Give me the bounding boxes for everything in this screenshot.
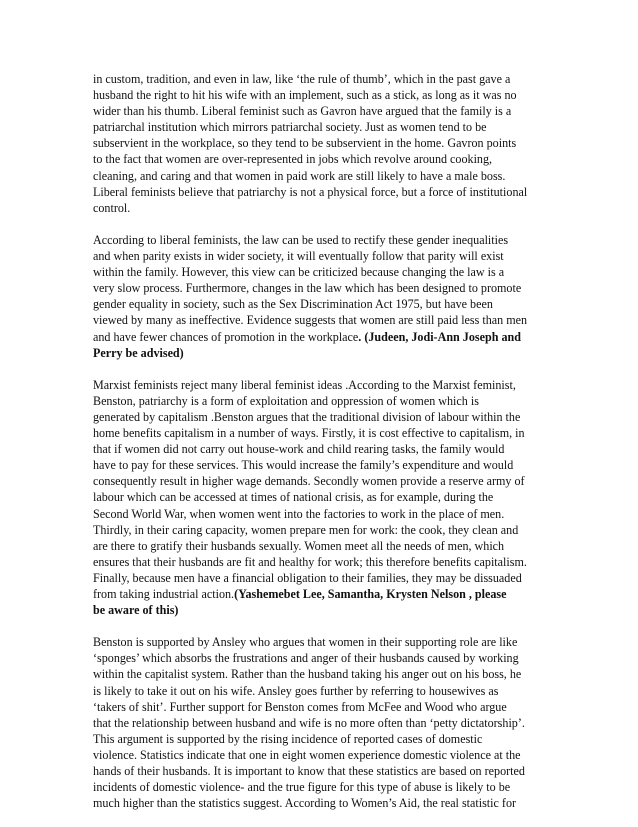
text-line	[93, 393, 548, 409]
text-line	[93, 119, 548, 135]
body-text: Second World War, when women went into the factories to work in the place of men.	[93, 506, 505, 521]
text-line	[93, 634, 548, 650]
body-text: consequently result in higher wage demands. Secondly women provide a reserve army of	[93, 474, 525, 489]
text-line	[93, 441, 548, 457]
body-text: home benefits capitalism in a number of ways. Firstly, it is cost effective to capitalism, in	[93, 426, 525, 441]
text-line	[93, 248, 548, 264]
text-line	[93, 87, 548, 103]
document-page	[93, 71, 548, 827]
text-line	[93, 425, 548, 441]
paragraph-4	[93, 634, 548, 811]
text-line	[93, 699, 548, 715]
body-text: subservient in the workplace, so they tend to be subservient in the home. Gavron points	[93, 136, 517, 151]
body-text: According to liberal feminists, the law can be used to rectify these gender inequalities	[93, 232, 509, 247]
text-line	[93, 570, 548, 586]
body-text: control.	[93, 200, 131, 215]
body-text: in custom, tradition, and even in law, like ‘the rule of thumb’, which in the past gave a	[93, 72, 511, 86]
text-line	[93, 683, 548, 699]
paragraph-1	[93, 71, 548, 216]
text-line	[93, 200, 548, 216]
text-line	[93, 345, 548, 361]
text-line	[93, 296, 548, 312]
text-line	[93, 554, 548, 570]
text-line	[93, 779, 548, 795]
body-text: cleaning, and caring and that women in paid work are still likely to have a male boss.	[93, 168, 506, 183]
text-line	[93, 71, 548, 87]
citation-text: (Yashemebet Lee, Samantha, Krysten Nelson , please	[234, 587, 507, 601]
text-line	[93, 489, 548, 505]
text-line	[93, 473, 548, 489]
text-line	[93, 457, 548, 473]
body-text: hands of their husbands. It is important to know that these statistics are based on reported	[93, 764, 525, 779]
text-line	[93, 650, 548, 666]
body-text: Benston, patriarchy is a form of exploitation and oppression of women which is	[93, 393, 479, 408]
text-line	[93, 280, 548, 296]
text-line	[93, 795, 548, 811]
text-line	[93, 747, 548, 763]
text-line	[93, 329, 548, 345]
text-line	[93, 506, 548, 522]
body-text: Finally, because men have a financial obligation to their families, they may be dissuaded	[93, 570, 522, 585]
body-text: violence. Statistics indicate that one in eight women experience domestic violence at the	[93, 747, 521, 762]
citation-text: . (Judeen, Jodi-Ann Joseph and	[358, 329, 521, 344]
body-text: have to pay for these services. This would increase the family’s expenditure and would	[93, 458, 514, 473]
body-text: Thirdly, in their caring capacity, women prepare men for work: the cook, they clean and	[93, 522, 519, 537]
body-text: Marxist feminists reject many liberal feminist ideas .According to the Marxist feminist,	[93, 377, 516, 392]
body-text: within the family. However, this view can be criticized because changing the law is a	[93, 265, 505, 280]
body-text: ‘takers of shit’. Further support for Benston comes from McFee and Wood who argue	[93, 699, 507, 714]
text-line	[93, 602, 548, 618]
text-line	[93, 731, 548, 747]
text-line	[93, 715, 548, 731]
body-text: to the fact that women are over-represented in jobs which revolve around cooking,	[93, 152, 493, 167]
body-text: is likely to take it out on his wife. Ansley goes further by referring to housewives as	[93, 683, 499, 698]
body-text: viewed by many as ineffective. Evidence suggests that women are still paid less than men	[93, 313, 528, 328]
body-text: ‘sponges’ which absorbs the frustrations and anger of their husbands caused by working	[93, 651, 519, 666]
body-text: Benston is supported by Ansley who argues that women in their supporting role are like	[93, 635, 518, 650]
body-text: labour which can be accessed at times of national crisis, as for example, during the	[93, 490, 494, 505]
body-text: wider than his thumb. Liberal feminist such as Gavron have argued that the family is a	[93, 104, 512, 119]
text-line	[93, 135, 548, 151]
body-text: This argument is supported by the rising incidence of reported cases of domestic	[93, 731, 483, 746]
body-text: incidents of domestic violence- and the true figure for this type of abuse is likely to be	[93, 780, 511, 795]
body-text: that if women did not carry out house-work and child rearing tasks, the family would	[93, 442, 505, 457]
body-text: and when parity exists in wider society, it will eventually follow that parity will exist	[93, 249, 504, 264]
text-line	[93, 184, 548, 200]
text-line	[93, 103, 548, 119]
body-text: much higher than the statistics suggest. According to Women’s Aid, the real statistic for	[93, 796, 517, 811]
text-line	[93, 377, 548, 393]
text-line	[93, 264, 548, 280]
text-line	[93, 409, 548, 425]
body-text: are there to gratify their husbands sexually. Women meet all the needs of men, which	[93, 538, 505, 553]
citation-text: Perry be advised)	[93, 345, 184, 360]
body-text: generated by capitalism .Benston argues that the traditional division of labour within the	[93, 409, 521, 424]
text-line	[93, 168, 548, 184]
text-line	[93, 586, 548, 602]
body-text: very slow process. Furthermore, changes in the law which has been designed to promote	[93, 281, 522, 296]
paragraph-2	[93, 232, 548, 361]
body-text: and have fewer chances of promotion in the workplace	[93, 329, 359, 344]
body-text: patriarchal institution which mirrors patriarchal society. Just as women tend to be	[93, 120, 487, 135]
body-text: Liberal feminists believe that patriarchy is not a physical force, but a force of institutional	[93, 184, 528, 199]
text-line	[93, 763, 548, 779]
paragraph-3	[93, 377, 548, 618]
text-line	[93, 312, 548, 328]
text-line	[93, 522, 548, 538]
body-text: from taking industrial action.	[93, 587, 235, 601]
body-text: husband the right to hit his wife with an implement, such as a stick, as long as it was no	[93, 88, 517, 103]
body-text: within the capitalist system. Rather than the husband taking his anger out on his boss, he	[93, 667, 522, 682]
citation-text: be aware of this)	[93, 603, 179, 618]
body-text: ensures that their husbands are fit and healthy for work; this therefore benefits capitalism.	[93, 554, 527, 569]
body-text: gender equality in society, such as the Sex Discrimination Act 1975, but have been	[93, 297, 493, 312]
text-line	[93, 538, 548, 554]
text-line	[93, 151, 548, 167]
text-line	[93, 232, 548, 248]
text-line	[93, 666, 548, 682]
body-text: that the relationship between husband and wife is no more often than ‘petty dictatorship’.	[93, 715, 525, 730]
